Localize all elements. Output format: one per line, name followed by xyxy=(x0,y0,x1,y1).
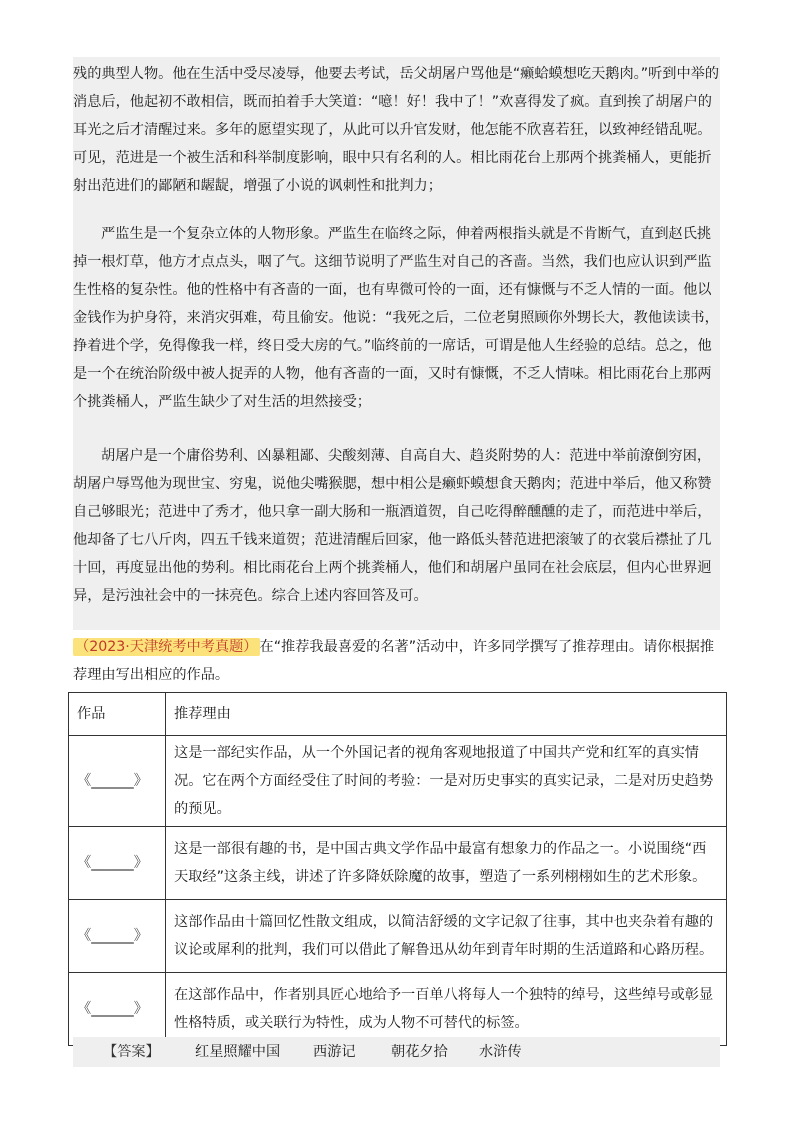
analysis-paragraph-fanjin: 残的典型人物。他在生活中受尽凌辱，他要去考试，岳父胡屠户骂他是“癞蛤蟆想吃天鹅肉。”听到中举的消息后，他起初不敢相信，既而拍着手大笑道：“噫！好！我中了！”欢喜得发了疯。直到挨了胡屠户的耳光之后才清醒过来。多年的愿望实现了，从此可以升官发财，他怎能不欣喜若狂，以致神经错乱呢。可见，范进是一个被生活和科举制度影响，眼中只有名利的人。相比雨花台上那两个挑粪桶人，更能折射出范进们的鄙陋和龌龊，增强了小说的讽刺性和批判力； xyxy=(73,66,720,194)
table-row xyxy=(69,973,727,1046)
question-text: 在“推荐我最喜爱的名著”活动中，许多同学撰写了推荐理由。请你根据推荐理由写出相应的作品。 xyxy=(73,639,715,683)
header-reason: 推荐理由 xyxy=(166,693,727,736)
answer-blank: 《______》 xyxy=(69,900,166,973)
reason-text: 这部作品由十篇回忆性散文组成，以简洁舒缓的文字记叙了往事，其中也夹杂着有趣的议论或犀利的批判，我们可以借此了解鲁迅从幼年到青年时期的生活道路和心路历程。 xyxy=(166,900,727,973)
answer-item: 朝花夕拾 xyxy=(391,1044,448,1060)
table-row xyxy=(69,736,727,827)
analysis-paragraph-yanjiansheng: 严监生是一个复杂立体的人物形象。严监生在临终之际，伸着两根指头就是不肯断气，直到赵氏挑掉一根灯草，他方才点点头，咽了气。这细节说明了严监生对自己的吝啬。当然，我们也应认识到严监生性格的复杂性。他的性格中有吝啬的一面，也有卑微可怜的一面，还有慷慨与不乏人情的一面。他以金钱作为护身符，来消灾弭难，苟且偷安。他说：“我死之后，二位老舅照顾你外甥长大，教他读读书，挣着进个学，免得像我一样，终日受大房的气。”临终前的一席话，可谓是他人生经验的总结。总之，他是一个在统治阶级中被人捉弄的人物，他有吝啬的一面，又时有慷慨，不乏人情味。相比雨花台上那两个挑粪桶人，严监生缺少了对生活的坦然接受； xyxy=(73,226,719,410)
table-row xyxy=(69,900,727,973)
exam-source-tag: （2023·天津统考中考真题） xyxy=(75,639,258,655)
question-stem xyxy=(73,633,723,689)
reason-text: 这是一部纪实作品，从一个外国记者的视角客观地报道了中国共产党和红军的真实情况。它在两个方面经受住了时间的考验：一是对历史事实的真实记录，二是对历史趋势的预见。 xyxy=(166,736,727,827)
answer-item: 红星照耀中国 xyxy=(195,1044,281,1060)
answer-item: 水浒传 xyxy=(479,1044,522,1060)
answer-blank: 《______》 xyxy=(69,973,166,1046)
analysis-paragraph-hutuhu: 胡屠户是一个庸俗势利、凶暴粗鄙、尖酸刻薄、自高自大、趋炎附势的人：范进中举前潦倒穷困，胡屠户辱骂他为现世宝、穷鬼，说他尖嘴猴腮，想中相公是癞虾蟆想食天鹅肉；范进中举后，他又称赞自己够眼光；范进中了秀才，他只拿一副大肠和一瓶酒道贺，自己吃得醉醺醺的走了，而范进中举后，他却备了七八斤肉，四五千钱来道贺；范进清醒后回家，他一路低头替范进把滚皱了的衣裳后襟扯了几十回，再度显出他的势利。相比雨花台上两个挑粪桶人，他们和胡屠户虽同在社会底层，但内心世界迥异，是污浊社会中的一抹亮色。综合上述内容回答及可。 xyxy=(73,448,712,604)
recommendation-table xyxy=(68,692,727,1046)
table-header-row xyxy=(69,693,727,736)
answer-blank: 《______》 xyxy=(69,736,166,827)
answer-item: 西游记 xyxy=(313,1044,356,1060)
answer-bar xyxy=(73,1037,720,1067)
reason-text: 这是一部很有趣的书，是中国古典文学作品中最富有想象力的作品之一。小说围绕“西天取经”这条主线，讲述了许多降妖除魔的故事，塑造了一系列栩栩如生的艺术形象。 xyxy=(166,827,727,900)
header-work: 作品 xyxy=(69,693,166,736)
reason-text: 在这部作品中，作者别具匠心地给予一百单八将每人一个独特的绰号，这些绰号或彰显性格特质，或关联行为特性，成为人物不可替代的标签。 xyxy=(166,973,727,1046)
table-row xyxy=(69,827,727,900)
answer-label: 【答案】 xyxy=(103,1044,160,1060)
answer-blank: 《______》 xyxy=(69,827,166,900)
